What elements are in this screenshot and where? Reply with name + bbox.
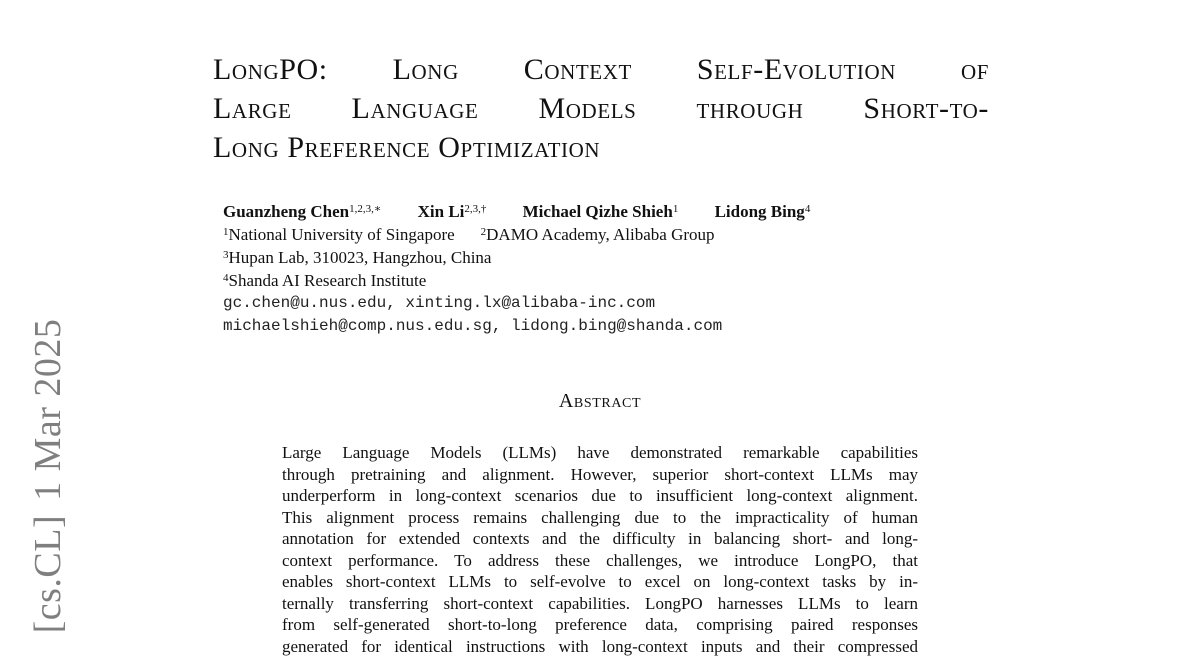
abstract-line: enables short-context LLMs to self-evolve to excel on long-context tasks by in- bbox=[282, 571, 918, 593]
arxiv-category: [cs.CL] bbox=[27, 515, 69, 634]
author: Lidong Bing$^4$ bbox=[715, 202, 811, 221]
abstract-line: underperform in long-context scenarios due to insufficient long-context alignment. bbox=[282, 485, 918, 507]
author-sup: 1,2,3,∗ bbox=[349, 203, 381, 215]
abstract-line: context performance. To address these challenges, we introduce LongPO, that bbox=[282, 550, 918, 572]
affiliation: Shanda AI Research Institute bbox=[229, 271, 427, 290]
author-list bbox=[223, 200, 983, 223]
email-line: gc.chen@u.nus.edu, xinting.lx@alibaba-inc.com bbox=[223, 292, 983, 315]
paper-title bbox=[213, 50, 989, 167]
arxiv-date: 1 Mar 2025 bbox=[27, 319, 69, 501]
title-line: LongPO: Long Context Self-Evolution of bbox=[213, 50, 989, 89]
title-line: Long Preference Optimization bbox=[213, 128, 989, 167]
affiliation-line: $^4$Shanda AI Research Institute bbox=[223, 269, 983, 292]
affiliation-line: $^1$National University of Singapore $^2$DAMO Academy, Alibaba Group bbox=[223, 223, 983, 246]
author-sup: 4 bbox=[805, 203, 811, 215]
abstract-heading: Abstract bbox=[0, 390, 1200, 413]
author: Xin $Li^{2,3,\dagger}$ bbox=[418, 202, 487, 221]
author-block bbox=[223, 200, 983, 338]
affiliation-line: $^3$Hupan Lab, 310023, Hangzhou, China bbox=[223, 246, 983, 269]
abstract-line: ternally transferring short-context capabilities. LongPO harnesses LLMs to learn bbox=[282, 593, 918, 615]
arxiv-stamp bbox=[26, 319, 70, 634]
affiliation: Hupan Lab, 310023, Hangzhou, China bbox=[229, 248, 492, 267]
author: Michael Qizhe Shieh$^1$ bbox=[523, 202, 679, 221]
author-sup: 1 bbox=[673, 203, 679, 215]
abstract-line: through pretraining and alignment. However, superior short-context LLMs may bbox=[282, 464, 918, 486]
abstract-line: annotation for extended contexts and the difficulty in balancing short- and long- bbox=[282, 528, 918, 550]
affiliation: National University of Singapore bbox=[229, 225, 455, 244]
author: Guanzheng Chen$^{1,2,3,∗}$ bbox=[223, 202, 381, 221]
abstract-body bbox=[282, 442, 918, 657]
title-line: Large Language Models through Short-to- bbox=[213, 89, 989, 128]
author-sup: 2,3,† bbox=[464, 203, 486, 215]
abstract-line: from self-generated short-to-long preference data, comprising paired responses bbox=[282, 614, 918, 636]
abstract-line: Large Language Models (LLMs) have demonstrated remarkable capabilities bbox=[282, 442, 918, 464]
abstract-line: generated for identical instructions with long-context inputs and their compressed bbox=[282, 636, 918, 657]
email-line: michaelshieh@comp.nus.edu.sg, lidong.bing@shanda.com bbox=[223, 315, 983, 338]
affiliation: DAMO Academy, Alibaba Group bbox=[486, 225, 714, 244]
abstract-line: This alignment process remains challenging due to the impracticality of human bbox=[282, 507, 918, 529]
